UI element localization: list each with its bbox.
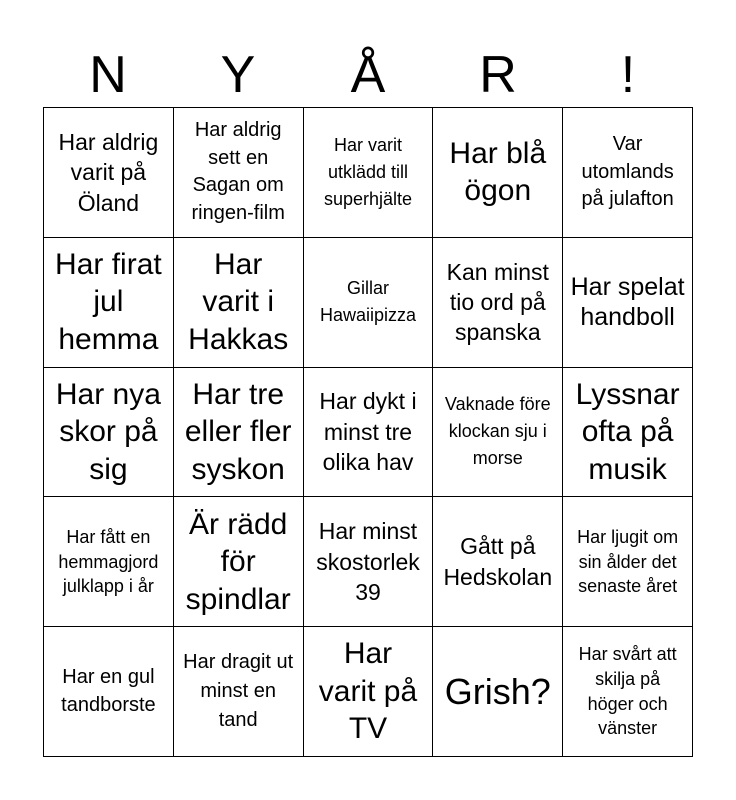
bingo-cell[interactable] — [174, 368, 304, 498]
cell-label: Har aldrig sett en Sagan om ringen-film — [191, 119, 285, 224]
cell-label: Har en gul tandborste — [61, 666, 156, 716]
bingo-cell[interactable] — [304, 627, 434, 757]
cell-label: Har ljugit om sin ålder det senaste året — [577, 527, 679, 596]
header-letter: R — [479, 46, 517, 104]
bingo-cell[interactable] — [44, 627, 174, 757]
bingo-cell[interactable] — [433, 238, 563, 368]
bingo-cell[interactable] — [174, 627, 304, 757]
bingo-cell[interactable] — [174, 497, 304, 627]
cell-label: Har firat jul hemma — [55, 247, 162, 356]
bingo-cell[interactable] — [563, 368, 693, 498]
bingo-cell[interactable] — [563, 238, 693, 368]
header-letter: Y — [220, 46, 256, 104]
bingo-cell[interactable] — [174, 108, 304, 238]
cell-label: Har nya skor på sig — [55, 377, 161, 486]
cell-label: Är rädd för spindlar — [185, 507, 291, 616]
bingo-cell[interactable] — [433, 497, 563, 627]
cell-label: Vaknade före klockan sju i morse — [444, 394, 551, 469]
header-letter: N — [89, 46, 127, 104]
cell-label: Har blå ögon — [449, 136, 547, 208]
bingo-cell[interactable] — [433, 627, 563, 757]
cell-label: Har svårt att skilja på höger och vänster — [578, 643, 677, 739]
bingo-cell[interactable] — [304, 238, 434, 368]
bingo-cell[interactable] — [44, 238, 174, 368]
cell-label: Kan minst tio ord på spanska — [446, 258, 549, 346]
cell-label: Grish? — [444, 670, 551, 712]
bingo-cell[interactable] — [433, 108, 563, 238]
cell-label: Gått på Hedskolan — [443, 533, 553, 590]
header-letter: ! — [620, 46, 636, 104]
bingo-board — [43, 107, 693, 757]
cell-label: Har minst skostorlek 39 — [316, 518, 420, 605]
bingo-header — [43, 42, 693, 108]
cell-label: Var utomlands på julafton — [581, 133, 674, 211]
bingo-cell[interactable] — [304, 108, 434, 238]
cell-label: Har dykt i minst tre olika hav — [319, 388, 417, 476]
header-letter: Å — [350, 46, 386, 104]
cell-label: Har spelat handboll — [570, 273, 685, 332]
cell-label: Har aldrig varit på Öland — [58, 128, 159, 216]
bingo-cell[interactable] — [433, 368, 563, 498]
cell-label: Har varit utklädd till superhjälte — [323, 134, 413, 209]
cell-label: Har varit i Hakkas — [188, 247, 289, 356]
cell-label: Har varit på TV — [318, 637, 418, 746]
bingo-cell[interactable] — [563, 627, 693, 757]
bingo-cell[interactable] — [563, 108, 693, 238]
bingo-cell[interactable] — [174, 238, 304, 368]
cell-label: Lyssnar ofta på musik — [575, 377, 680, 486]
cell-label: Har dragit ut minst en tand — [183, 651, 294, 732]
bingo-cell[interactable] — [304, 368, 434, 498]
bingo-cell[interactable] — [44, 497, 174, 627]
bingo-cell[interactable] — [44, 368, 174, 498]
cell-label: Har tre eller fler syskon — [184, 377, 292, 486]
cell-label: Gillar Hawaiipizza — [319, 278, 416, 326]
bingo-cell[interactable] — [44, 108, 174, 238]
bingo-cell[interactable] — [304, 497, 434, 627]
cell-label: Har fått en hemmagjord julklapp i år — [58, 527, 159, 596]
bingo-cell[interactable] — [563, 497, 693, 627]
